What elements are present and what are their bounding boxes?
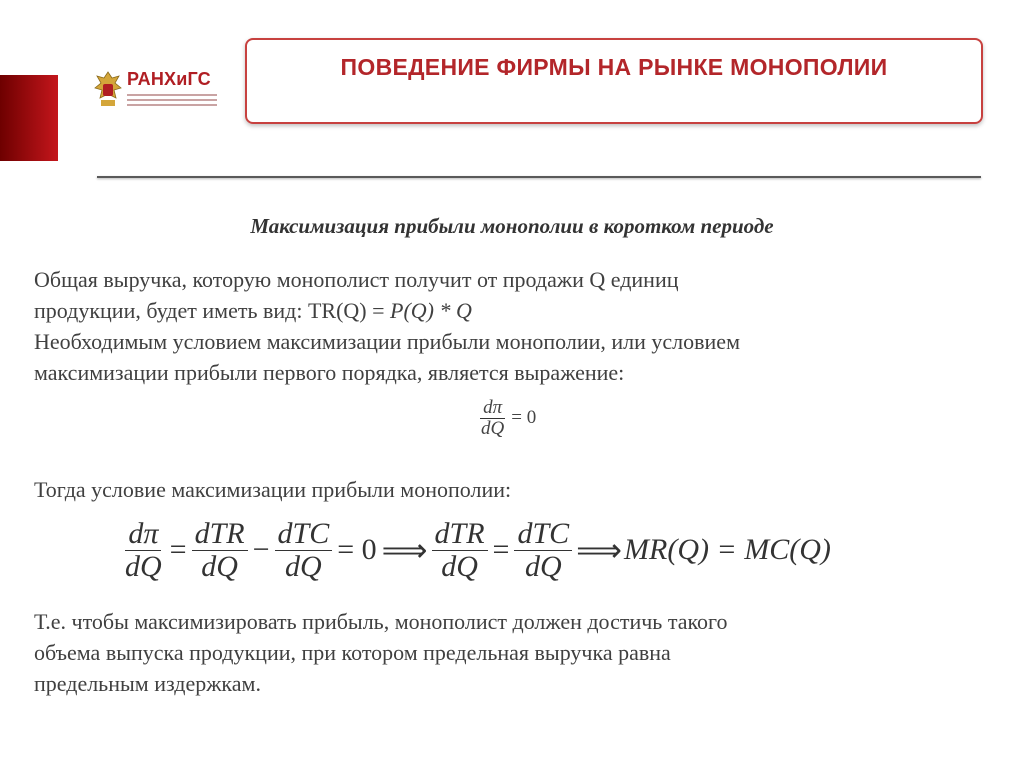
equals-zero: = 0 [337, 533, 377, 566]
denominator: dQ [201, 549, 238, 583]
logo-subtitle-lines [127, 94, 217, 109]
header-divider [97, 176, 981, 178]
text-line: Необходимым условием максимизации прибыли монополии, или условием [34, 329, 740, 354]
paragraph-revenue [34, 264, 984, 388]
first-order-condition-formula [476, 398, 536, 439]
numerator: dTC [275, 518, 333, 551]
implies-arrow-icon: ⟹ [381, 532, 428, 568]
denominator: dQ [125, 549, 162, 583]
text-line: Тогда условие максимизации прибыли монополии: [34, 477, 512, 502]
ranepa-logo [93, 68, 221, 112]
equals-zero: = 0 [511, 407, 537, 429]
fraction [122, 518, 165, 582]
paragraph-condition [34, 474, 984, 505]
numerator: dπ [480, 398, 505, 419]
equals-sign: = [169, 533, 187, 566]
numerator: dπ [125, 518, 161, 551]
fraction [432, 518, 488, 582]
implies-arrow-icon: ⟹ [576, 532, 623, 568]
numerator: dTR [192, 518, 248, 551]
denominator: dQ [481, 417, 505, 439]
minus-sign: − [252, 533, 270, 566]
denominator: dQ [441, 549, 478, 583]
fraction [514, 518, 572, 582]
paragraph-conclusion [34, 606, 984, 699]
text-line: предельным издержкам. [34, 671, 261, 696]
text-segment-italic: P(Q) * Q [390, 298, 472, 323]
text-line: Т.е. чтобы максимизировать прибыль, монополист должен достичь такого [34, 609, 728, 634]
equals-sign: = [492, 533, 510, 566]
profit-max-condition-formula [120, 518, 831, 582]
emblem-icon [93, 70, 123, 110]
logo-text: РАНХиГС [127, 69, 211, 89]
slide-subtitle: Максимизация прибыли монополии в коротком периоде [250, 214, 774, 238]
mr-equals-mc: MR(Q) = MC(Q) [624, 533, 831, 566]
accent-bar [0, 75, 58, 161]
numerator: dTR [432, 518, 488, 551]
numerator: dTC [514, 518, 572, 551]
denominator: dQ [285, 549, 322, 583]
title-box [245, 38, 983, 124]
text-line [34, 295, 984, 326]
fraction [478, 398, 507, 439]
text-line: Общая выручка, которую монополист получит от продажи Q единиц [34, 267, 679, 292]
text-segment: продукции, будет иметь вид: TR(Q) = [34, 298, 391, 323]
fraction [192, 518, 248, 582]
text-line: максимизации прибыли первого порядка, является выражение: [34, 360, 625, 385]
fraction [275, 518, 333, 582]
slide-title: ПОВЕДЕНИЕ ФИРМЫ НА РЫНКЕ МОНОПОЛИИ [340, 54, 888, 80]
text-line: объема выпуска продукции, при котором предельная выручка равна [34, 640, 671, 665]
denominator: dQ [524, 549, 562, 583]
